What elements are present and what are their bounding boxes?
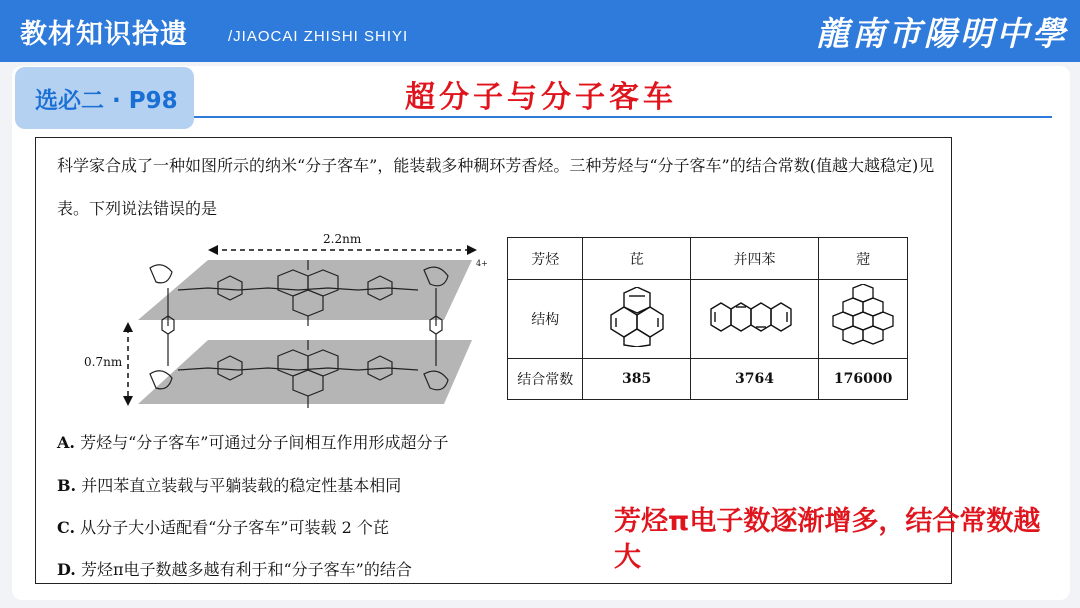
binding-constant-value: 3764 bbox=[690, 359, 818, 400]
option-b bbox=[57, 473, 401, 496]
header-title: 教材知识拾遗 bbox=[20, 19, 188, 50]
option-d bbox=[57, 557, 412, 580]
structure-row bbox=[508, 280, 908, 359]
section-tag-label: 选必二 · P98 bbox=[35, 88, 178, 114]
height-label: 0.7nm bbox=[84, 355, 123, 369]
option-letter: C. bbox=[57, 518, 76, 537]
title-divider bbox=[194, 116, 1052, 118]
molecular-bus-diagram bbox=[78, 228, 488, 414]
annotation-note: 芳烃π电子数逐渐增多，结合常数越大 bbox=[614, 506, 1041, 573]
question-stem: 科学家合成了一种如图所示的纳米“分子客车”，能装载多种稠环芳香烃。三种芳烃与“分子客车”的结合常数(值越大越稳定)见表。下列说法错误的是 bbox=[57, 156, 935, 218]
slide-title: 超分子与分子客车 bbox=[405, 80, 677, 115]
table-header-row bbox=[508, 238, 908, 280]
charge-label: 4+ bbox=[476, 259, 488, 268]
compound-name: 芘 bbox=[583, 238, 690, 280]
width-label: 2.2nm bbox=[323, 232, 362, 246]
structure-row-label: 结构 bbox=[508, 280, 583, 359]
option-text: 从分子大小适配看“分子客车”可装载 2 个芘 bbox=[80, 518, 389, 537]
option-letter: D. bbox=[57, 560, 76, 579]
option-text: 芳烃π电子数越多越有利于和“分子客车”的结合 bbox=[80, 560, 412, 579]
tetracene-structure bbox=[690, 280, 818, 359]
option-a bbox=[57, 430, 448, 453]
constant-row-label: 结合常数 bbox=[508, 359, 583, 400]
option-c bbox=[57, 515, 389, 538]
compound-name: 蒄 bbox=[819, 238, 908, 280]
option-text: 芳烃与“分子客车”可通过分子间相互作用形成超分子 bbox=[80, 433, 449, 452]
compound-name: 并四苯 bbox=[690, 238, 818, 280]
binding-constant-value: 385 bbox=[583, 359, 690, 400]
binding-constant-table bbox=[507, 237, 908, 400]
option-letter: B. bbox=[57, 476, 77, 495]
constant-row bbox=[508, 359, 908, 400]
coronene-structure bbox=[819, 280, 908, 359]
table-header-label: 芳烃 bbox=[508, 238, 583, 280]
binding-constant-value: 176000 bbox=[819, 359, 908, 400]
pyrene-structure bbox=[583, 280, 690, 359]
school-logo-text: 龍南市陽明中學 bbox=[816, 14, 1068, 53]
header-subtitle: /JIAOCAI ZHISHI SHIYI bbox=[228, 28, 409, 45]
option-text: 并四苯直立装载与平躺装载的稳定性基本相同 bbox=[81, 476, 402, 495]
option-letter: A. bbox=[57, 433, 75, 452]
